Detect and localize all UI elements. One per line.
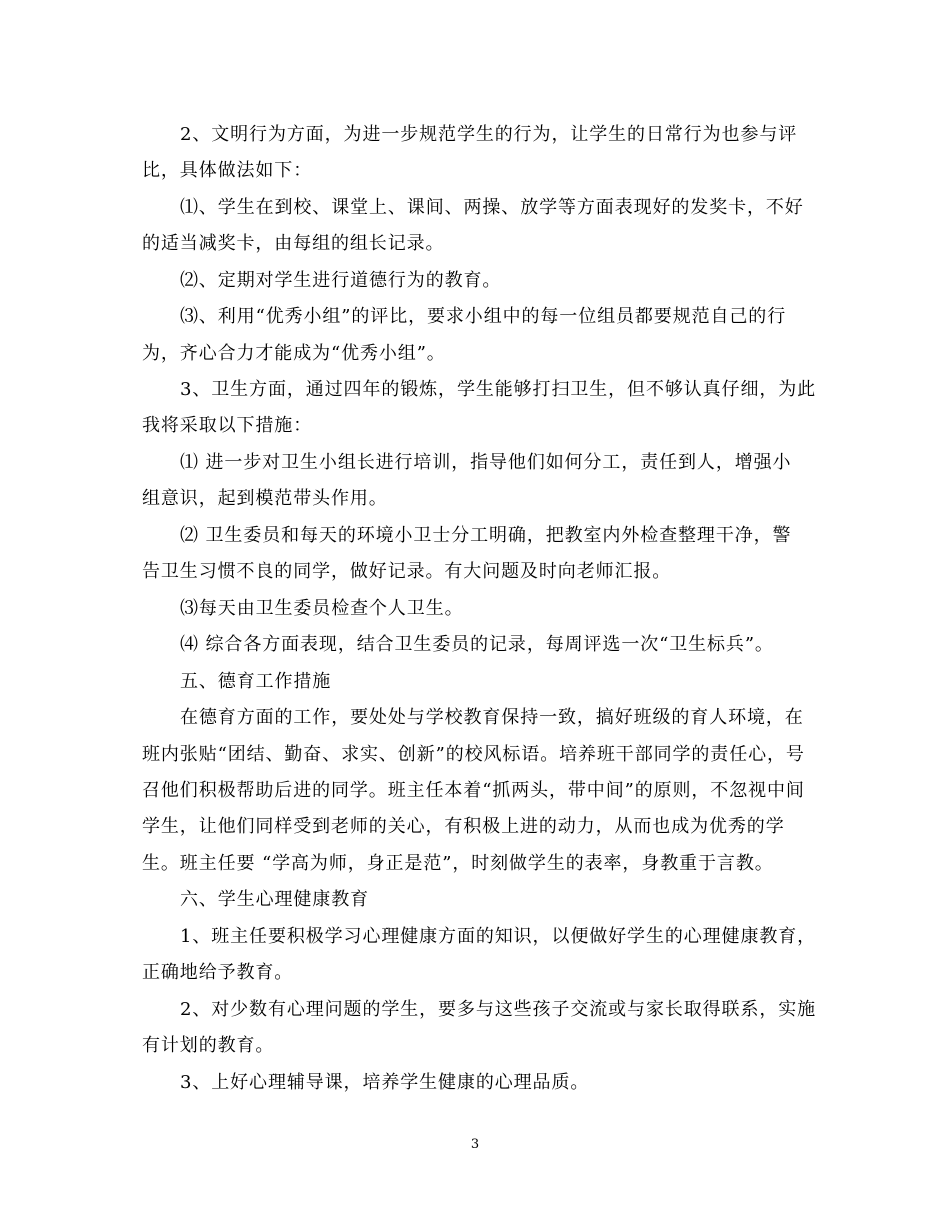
- paragraph-line: ⑷ 综合各方面表现，结合卫生委员的记录，每周评选一次“卫生标兵”。: [180, 634, 774, 655]
- paragraph-line: 召他们积极帮助后进的同学。班主任本着“抓两头，带中间”的原则，不忽视中间: [142, 780, 805, 801]
- paragraph-line: 3、卫生方面，通过四年的锻炼，学生能够打扫卫生，但不够认真仔细，为此: [180, 379, 817, 400]
- paragraph-line: 的适当减奖卡，由每组的组长记录。: [142, 233, 445, 254]
- paragraph-line: 组意识，起到模范带头作用。: [142, 488, 388, 509]
- paragraph-line: 2、对少数有心理问题的学生，要多与这些孩子交流或与家长取得联系，实施: [180, 999, 817, 1020]
- paragraph-line: 有计划的教育。: [142, 1035, 275, 1056]
- paragraph-line: 我将采取以下措施：: [142, 415, 313, 436]
- paragraph-line: ⑶每天由卫生委员检查个人卫生。: [180, 598, 464, 619]
- section-heading: 五、德育工作措施: [180, 671, 332, 692]
- paragraph-line: 生。班主任要 “学高为师，身正是范”，时刻做学生的表率，身教重于言教。: [142, 853, 774, 874]
- page-number: 3: [470, 1137, 480, 1152]
- paragraph-line: ⑵、定期对学生进行道德行为的教育。: [180, 270, 502, 291]
- paragraph-line: 比，具体做法如下：: [142, 160, 313, 181]
- paragraph-line: 学生，让他们同样受到老师的关心，有积极上进的动力，从而也成为优秀的学: [142, 816, 785, 837]
- paragraph-line: ⑶、利用“优秀小组”的评比，要求小组中的每一位组员都要规范自己的行: [180, 306, 787, 327]
- paragraph-line: 2、文明行为方面，为进一步规范学生的行为，让学生的日常行为也参与评: [180, 124, 798, 145]
- paragraph-line: 正确地给予教育。: [142, 962, 294, 983]
- paragraph-line: ⑴ 进一步对卫生小组长进行培训，指导他们如何分工，责任到人，增强小: [180, 452, 792, 473]
- paragraph-line: 班内张贴“团结、勤奋、求实、创新”的校风标语。培养班干部同学的责任心，号: [142, 744, 805, 765]
- paragraph-line: 为，齐心合力才能成为“优秀小组”。: [142, 343, 446, 364]
- paragraph-line: 告卫生习惯不良的同学，做好记录。有大问题及时向老师汇报。: [142, 561, 672, 582]
- section-heading: 六、学生心理健康教育: [180, 889, 369, 910]
- paragraph-line: 在德育方面的工作，要处处与学校教育保持一致，搞好班级的育人环境，在: [180, 707, 804, 728]
- paragraph-line: ⑴、学生在到校、课堂上、课间、两操、放学等方面表现好的发奖卡，不好: [180, 197, 804, 218]
- paragraph-line: 1、班主任要积极学习心理健康方面的知识，以便做好学生的心理健康教育，: [180, 926, 817, 947]
- paragraph-line: ⑵ 卫生委员和每天的环境小卫士分工明确，把教室内外检查整理干净，警: [180, 525, 792, 546]
- paragraph-line: 3、上好心理辅导课，培养学生健康的心理品质。: [180, 1072, 590, 1093]
